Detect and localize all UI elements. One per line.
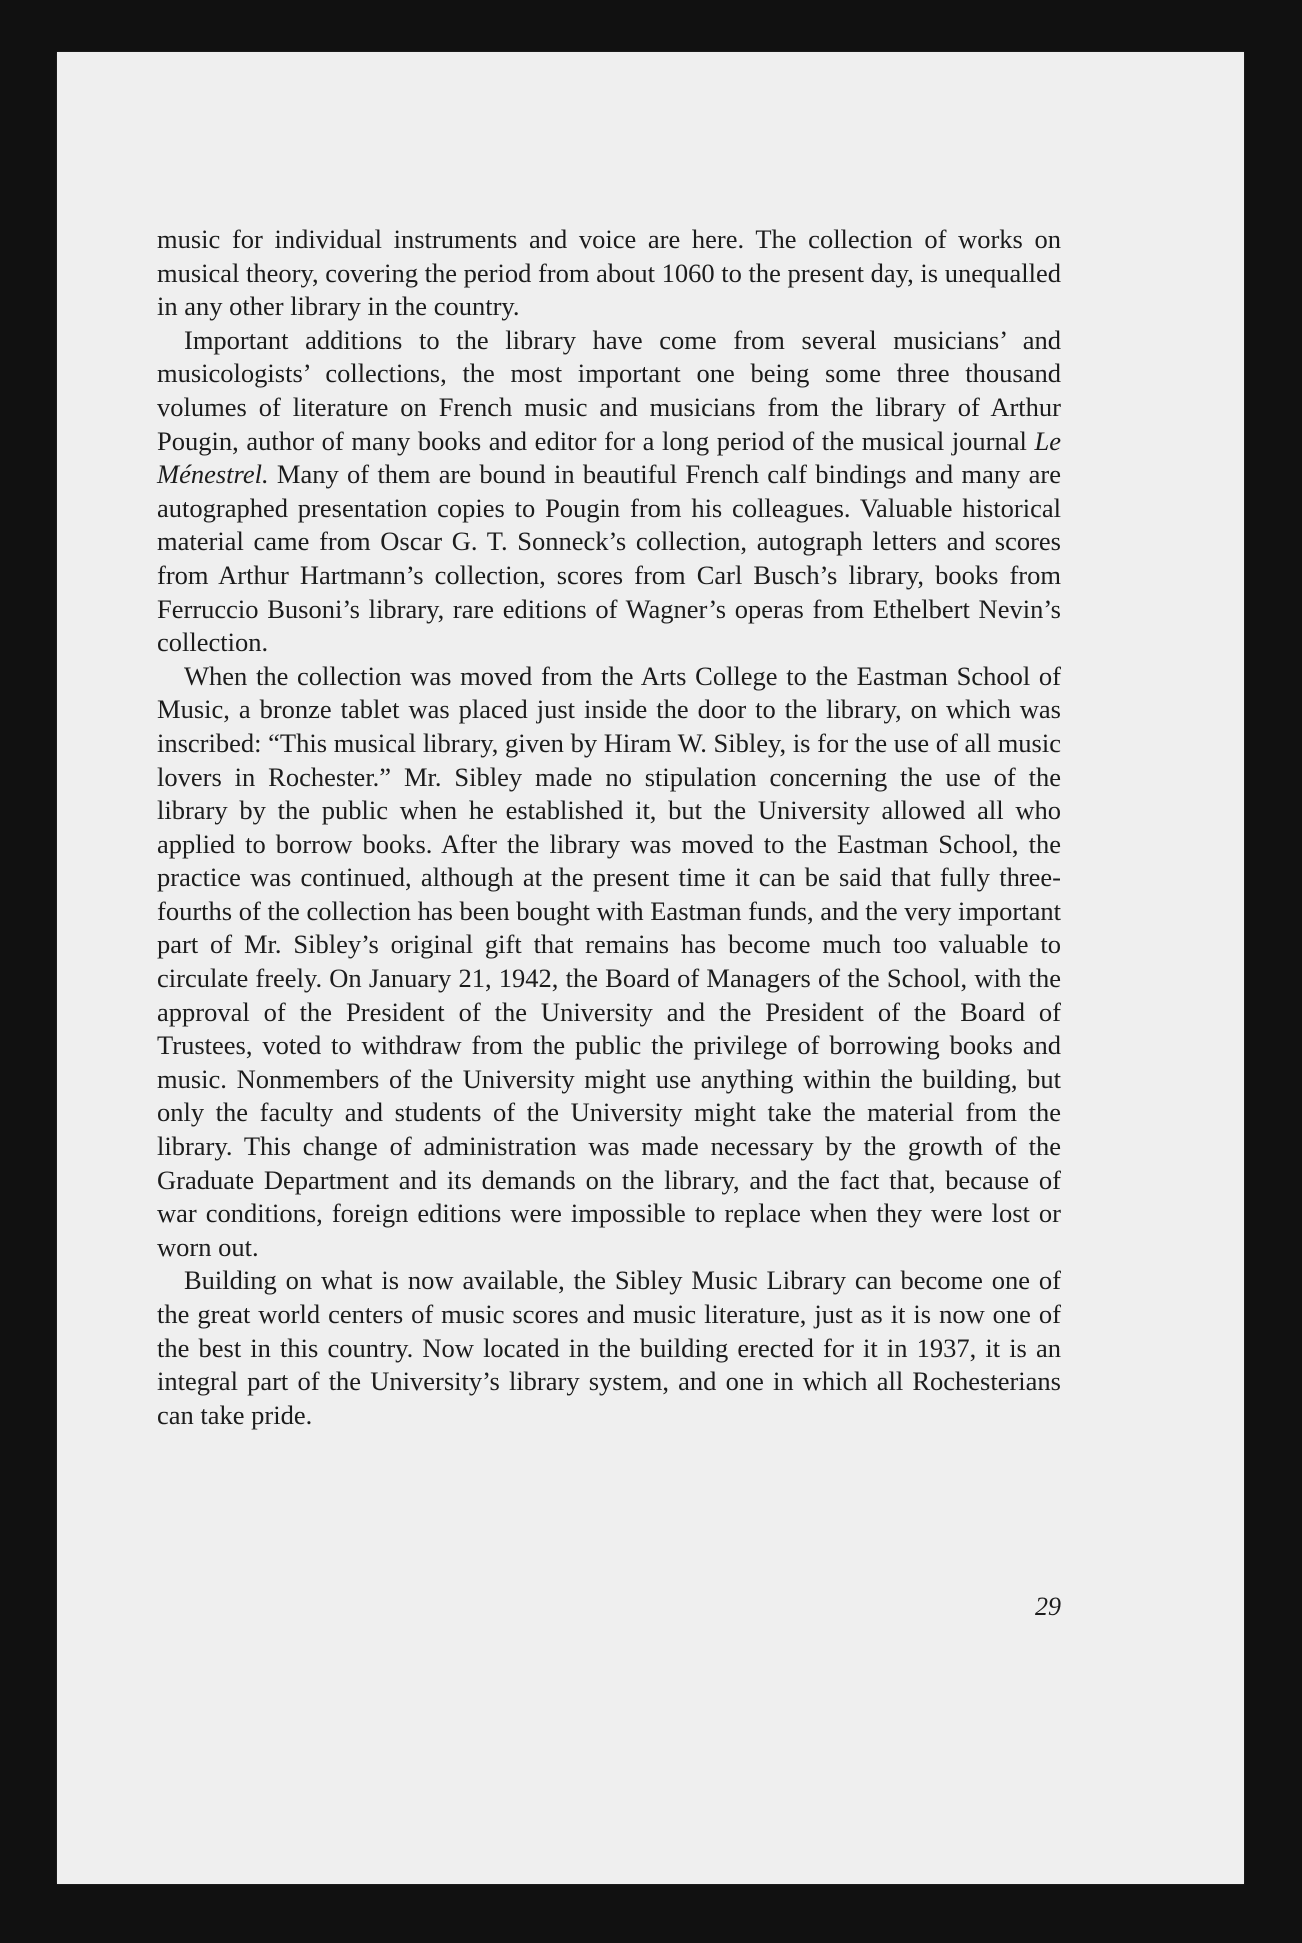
page-number: 29 [1035, 1592, 1061, 1621]
paragraph-collection-move: When the collection was moved from the Arts College to the Eastman School of Music, a bronze tablet was placed just inside the door to the library, on which was inscribed: “This musical library, given by Hiram W. Sibley, is for the use of all music lovers in Rochester.” Mr. Sibley made no stipulation concerning the use of the library by the public when he established it, but the University allowed all who applied to borrow books. After the library was moved to the Eastman School, the practice was continued, although at the present time it can be said that fully three-fourths of the collection has been bought with Eastman funds, and the very important part of Mr. Sibley’s original gift that remains has become much too valuable to circulate freely. On January 21, 1942, the Board of Managers of the School, with the approval of the President of the University and the President of the Board of Trustees, voted to withdraw from the public the privilege of borrowing books and music. Nonmembers of the University might use anything within the building, but only the faculty and students of the University might take the material from the library. This change of administration was made necessary by the growth of the Graduate Department and its demands on the library, and the fact that, because of war conditions, foreign editions were impossible to replace when they were lost or worn out. [157, 660, 1061, 1262]
paragraph-additions-text-start: Important additions to the library have come from several musicians’ and musicologists’ collections, the most important one being some three thousand volumes of literature on French music and musicians from the library of Arthur Pougin, author of many books and editor for a long period of the musical journal [157, 324, 1061, 456]
body-text [157, 223, 1061, 1432]
paragraph-additions [157, 324, 1061, 660]
book-page [57, 52, 1244, 1884]
paragraph-continuation: music for individual instruments and voice are here. The collection of works on musical theory, covering the period from about 1060 to the present day, is unequalled in any other library in the country. [157, 224, 1061, 322]
paragraph-future: Building on what is now available, the Sibley Music Library can become one of the great world centers of music scores and music literature, just as it is now one of the best in this country. Now located in the building erected for it in 1937, it is an integral part of the University’s library system, and one in which all Rochesterians can take pride. [157, 1265, 1061, 1430]
paragraph-additions-text-end: Many of them are bound in beautiful French calf bindings and many are autographed presentation copies to Pougin from his colleagues. Valuable historical material came from Oscar G. T. Sonneck’s collection, autograph letters and scores from Arthur Hartmann’s collection, scores from Carl Busch’s library, books from Ferruccio Busoni’s library, rare editions of Wagner’s operas from Ethelbert Nevin’s collection. [157, 459, 1061, 658]
journal-title: Le Ménestrel. [157, 425, 1061, 490]
